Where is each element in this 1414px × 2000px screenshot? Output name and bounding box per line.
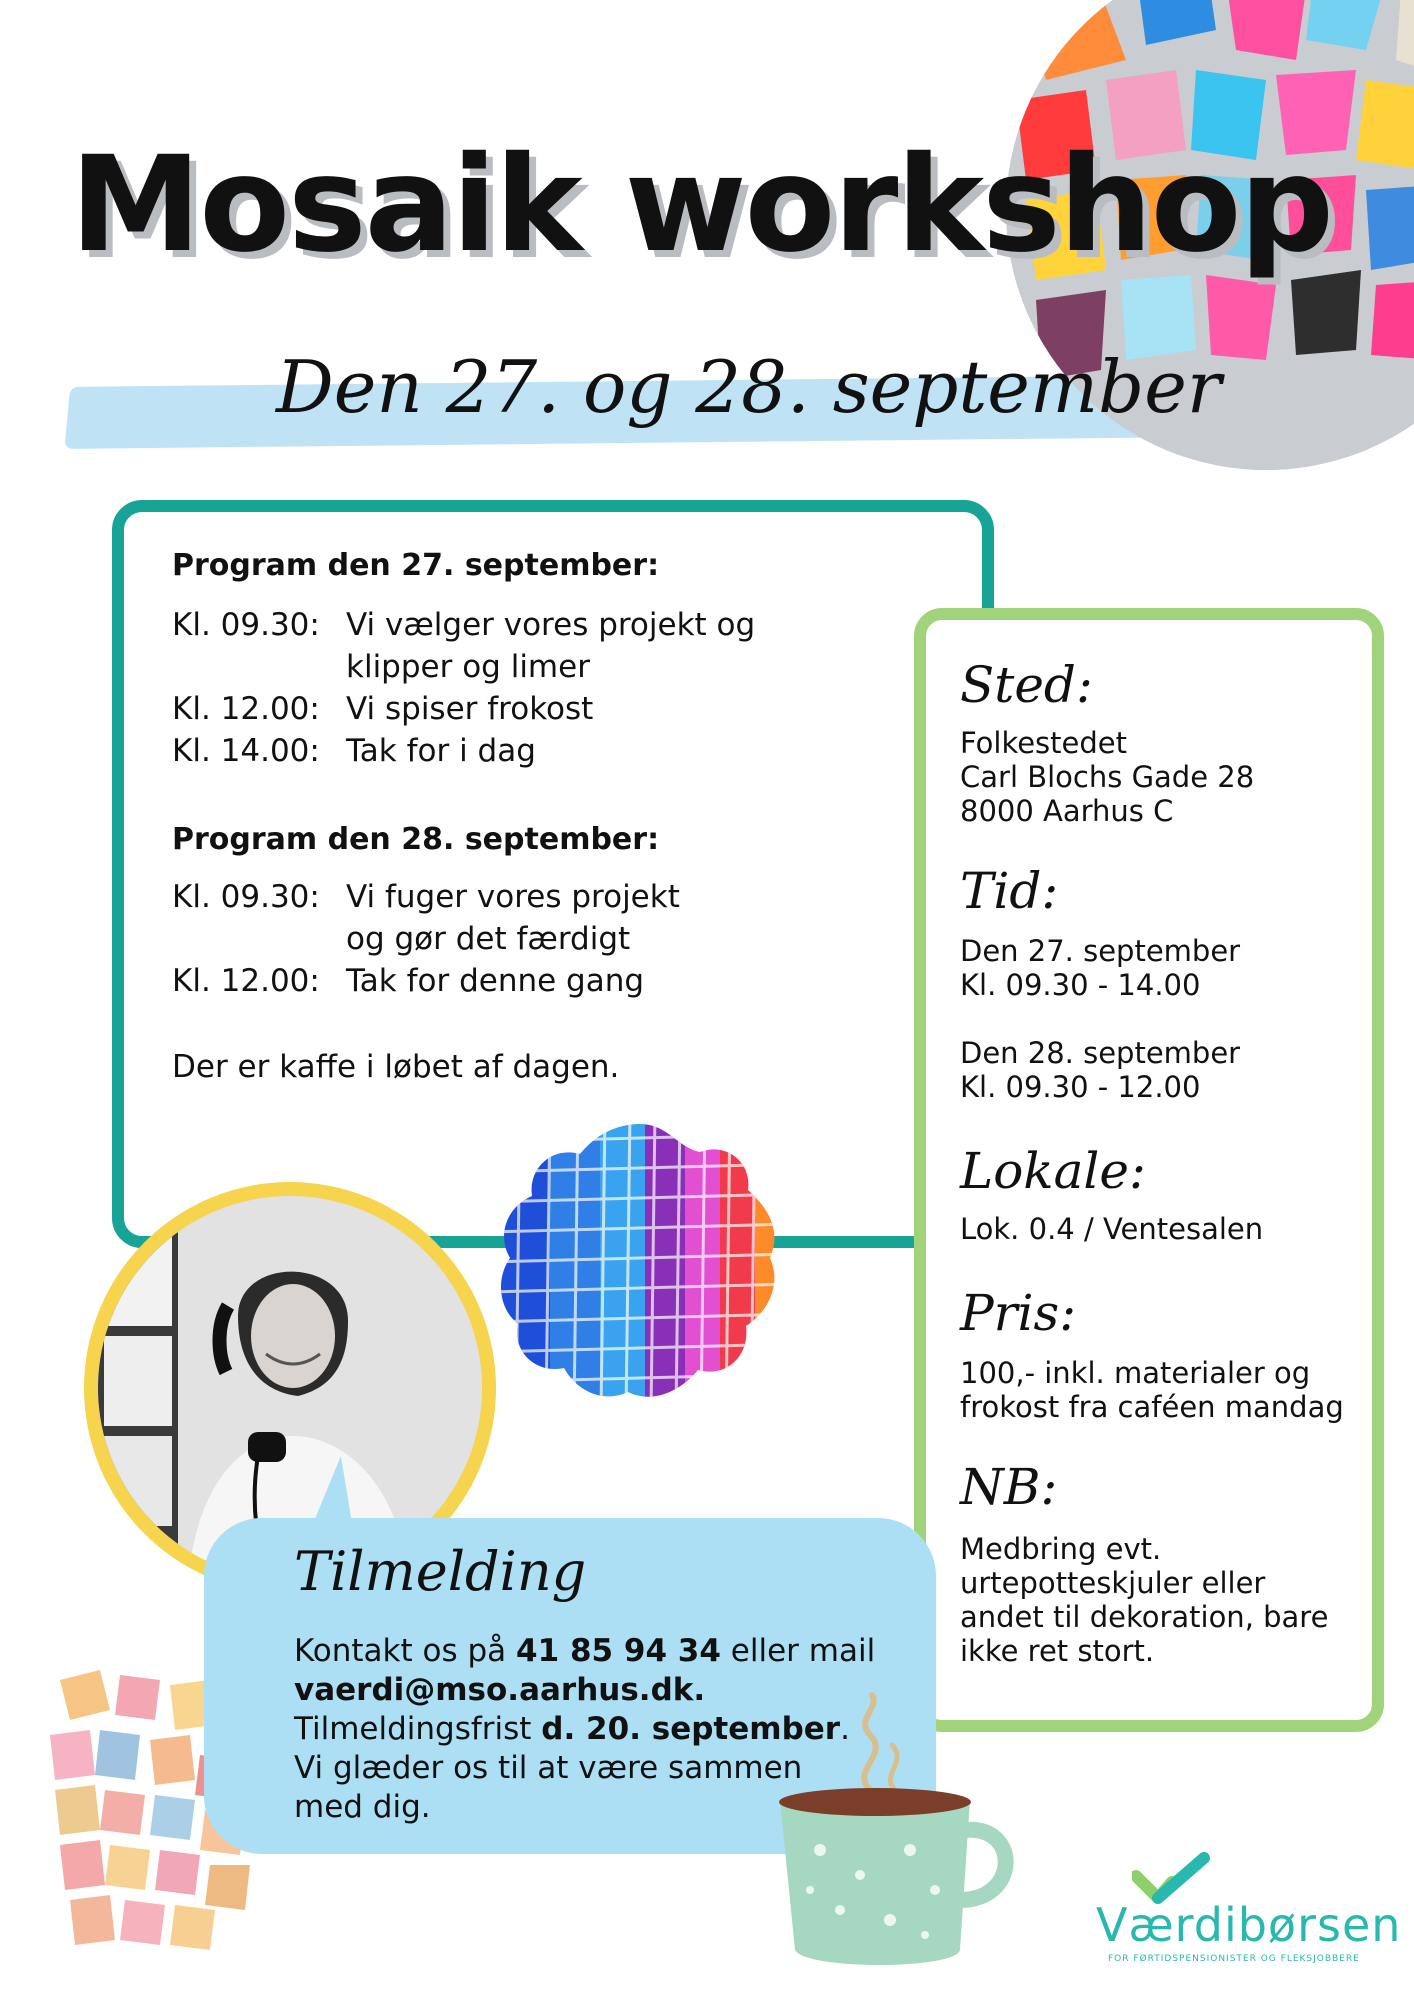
signup-email-line xyxy=(294,1671,705,1710)
list-item: Kl. 14.00: Tak for i dag xyxy=(172,733,536,769)
page-title: Mosaik workshop xyxy=(70,128,1332,282)
tid-label: Tid: xyxy=(960,862,1059,920)
logo-tagline: FOR FØRTIDSPENSIONISTER OG FLEKSJOBBERE xyxy=(1108,1954,1360,1964)
signup-closing-line: Vi glæder os til at være sammen xyxy=(294,1750,803,1786)
lokale-label: Lokale: xyxy=(960,1142,1146,1200)
lokale-text: Lok. 0.4 / Ventesalen xyxy=(960,1212,1264,1246)
pris-label: Pris: xyxy=(960,1284,1077,1342)
list-item: Kl. 09.30: Vi vælger vores projekt og xyxy=(172,607,756,643)
nb-text: Medbring evt. urtepotteskjuler eller andet til dekoration, bare ikke ret stort. xyxy=(960,1532,1329,1668)
list-item: Kl. 12.00: Tak for denne gang xyxy=(172,963,645,999)
sted-label: Sted: xyxy=(960,656,1093,714)
coffee-note: Der er kaffe i løbet af dagen. xyxy=(172,1049,620,1085)
coffee-cup-icon xyxy=(770,1780,1020,1980)
program-day2-list xyxy=(172,876,680,1002)
program-day1-list xyxy=(172,604,755,772)
list-item: og gør det færdigt xyxy=(346,921,631,957)
event-dates: Den 27. og 28. september xyxy=(276,345,1222,429)
nb-label: NB: xyxy=(960,1458,1058,1516)
tid-day2: Den 28. september Kl. 09.30 - 12.00 xyxy=(960,1036,1241,1104)
sted-address: Folkestedet Carl Blochs Gade 28 8000 Aarhus C xyxy=(960,726,1255,828)
list-item: Kl. 12.00: Vi spiser frokost xyxy=(172,691,594,727)
program-day2-heading: Program den 28. september: xyxy=(172,822,660,857)
email-link[interactable]: vaerdi@mso.aarhus.dk. xyxy=(294,1672,706,1708)
signup-deadline-line: Tilmeldingsfrist d. 20. september. xyxy=(294,1711,850,1747)
list-item: klipper og limer xyxy=(346,649,590,685)
deadline: d. 20. september xyxy=(541,1711,841,1747)
logo-name: Værdibørsen xyxy=(1096,1898,1402,1952)
pris-text: 100,- inkl. materialer og frokost fra caféen mandag xyxy=(960,1356,1344,1424)
program-day1-heading: Program den 27. september: xyxy=(172,548,660,583)
signup-contact-line: Kontakt os på 41 85 94 34 eller mail xyxy=(294,1633,876,1669)
signup-title: Tilmelding xyxy=(294,1540,587,1603)
list-item: Kl. 09.30: Vi fuger vores projekt xyxy=(172,879,680,915)
mosaic-flower-image xyxy=(490,1112,790,1412)
phone-number: 41 85 94 34 xyxy=(516,1633,721,1669)
tid-day1: Den 27. september Kl. 09.30 - 14.00 xyxy=(960,934,1241,1002)
signup-closing-line-2: med dig. xyxy=(294,1789,431,1825)
